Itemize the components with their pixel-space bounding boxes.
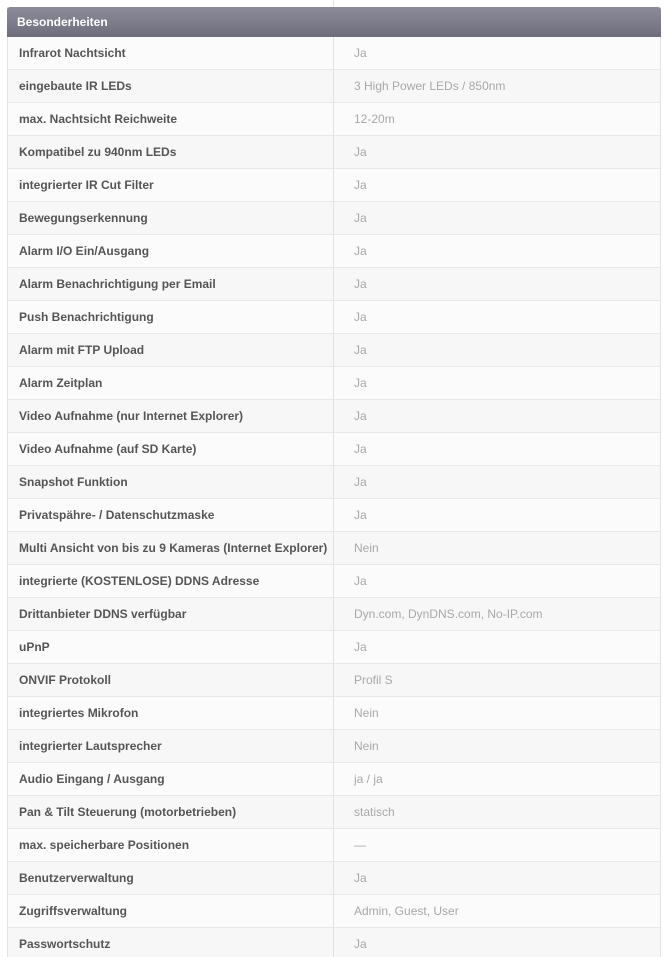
table-row [8, 763, 660, 796]
feature-label: Snapshot Funktion [8, 466, 334, 498]
table-row [8, 697, 660, 730]
table-row [8, 664, 660, 697]
table-row [8, 103, 660, 136]
table-row [8, 433, 660, 466]
feature-value: Nein [354, 739, 379, 753]
feature-value: Ja [354, 376, 367, 390]
table-body [8, 37, 660, 957]
feature-value: Ja [354, 343, 367, 357]
table-row [8, 928, 660, 957]
feature-label: integriertes Mikrofon [8, 697, 334, 729]
feature-label: Alarm mit FTP Upload [8, 334, 334, 366]
table-row [8, 268, 660, 301]
feature-label: Multi Ansicht von bis zu 9 Kameras (Internet Explorer) [8, 532, 334, 564]
feature-label: max. speicherbare Positionen [8, 829, 334, 861]
feature-label: ONVIF Protokoll [8, 664, 334, 696]
table-row [8, 796, 660, 829]
feature-label: Benutzerverwaltung [8, 862, 334, 894]
table-row [8, 631, 660, 664]
feature-value: Admin, Guest, User [354, 904, 459, 918]
table-row [8, 862, 660, 895]
table-row [8, 70, 660, 103]
table-row [8, 235, 660, 268]
table-row [8, 598, 660, 631]
feature-label: uPnP [8, 631, 334, 663]
feature-value: — [354, 838, 366, 852]
feature-label: eingebaute IR LEDs [8, 70, 334, 102]
feature-value: Ja [354, 46, 367, 60]
feature-value: Nein [354, 706, 379, 720]
feature-label: Drittanbieter DDNS verfügbar [8, 598, 334, 630]
feature-value: Ja [354, 640, 367, 654]
feature-value: Ja [354, 277, 367, 291]
table-row [8, 565, 660, 598]
feature-label: integrierter IR Cut Filter [8, 169, 334, 201]
table-row [8, 895, 660, 928]
feature-value: Nein [354, 541, 379, 555]
table-row [8, 334, 660, 367]
feature-label: Audio Eingang / Ausgang [8, 763, 334, 795]
feature-value: Ja [354, 310, 367, 324]
table-header: Besonderheiten [7, 7, 661, 37]
feature-label: Bewegungserkennung [8, 202, 334, 234]
feature-label: Alarm Zeitplan [8, 367, 334, 399]
table-row [8, 730, 660, 763]
features-table [7, 7, 661, 957]
feature-label: Infrarot Nachtsicht [8, 37, 334, 69]
feature-value: Ja [354, 937, 367, 951]
feature-value: Ja [354, 244, 367, 258]
column-divider [333, 0, 334, 7]
feature-label: integrierter Lautsprecher [8, 730, 334, 762]
feature-label: Alarm I/O Ein/Ausgang [8, 235, 334, 267]
feature-value: Ja [354, 871, 367, 885]
feature-value: statisch [354, 805, 395, 819]
feature-value: Ja [354, 145, 367, 159]
table-row [8, 400, 660, 433]
feature-label: Alarm Benachrichtigung per Email [8, 268, 334, 300]
table-row [8, 136, 660, 169]
table-row [8, 202, 660, 235]
feature-label: Push Benachrichtigung [8, 301, 334, 333]
feature-label: Privatspähre- / Datenschutzmaske [8, 499, 334, 531]
feature-value: Dyn.com, DynDNS.com, No-IP.com [354, 607, 543, 621]
feature-label: Pan & Tilt Steuerung (motorbetrieben) [8, 796, 334, 828]
feature-value: 12-20m [354, 112, 395, 126]
feature-label: Video Aufnahme (nur Internet Explorer) [8, 400, 334, 432]
feature-value: Ja [354, 178, 367, 192]
table-row [8, 532, 660, 565]
feature-value: ja / ja [354, 772, 383, 786]
feature-label: Passwortschutz [8, 928, 334, 957]
feature-label: Kompatibel zu 940nm LEDs [8, 136, 334, 168]
top-strip [0, 0, 669, 7]
table-row [8, 499, 660, 532]
table-row [8, 169, 660, 202]
feature-value: Ja [354, 211, 367, 225]
feature-value: Ja [354, 574, 367, 588]
feature-label: max. Nachtsicht Reichweite [8, 103, 334, 135]
table-row [8, 37, 660, 70]
feature-label: Zugriffsverwaltung [8, 895, 334, 927]
table-row [8, 367, 660, 400]
feature-value: Profil S [354, 673, 393, 687]
feature-value: Ja [354, 442, 367, 456]
feature-label: integrierte (KOSTENLOSE) DDNS Adresse [8, 565, 334, 597]
table-row [8, 301, 660, 334]
table-row [8, 466, 660, 499]
feature-value: Ja [354, 409, 367, 423]
table-row [8, 829, 660, 862]
feature-value: Ja [354, 508, 367, 522]
feature-value: 3 High Power LEDs / 850nm [354, 79, 506, 93]
feature-label: Video Aufnahme (auf SD Karte) [8, 433, 334, 465]
feature-value: Ja [354, 475, 367, 489]
